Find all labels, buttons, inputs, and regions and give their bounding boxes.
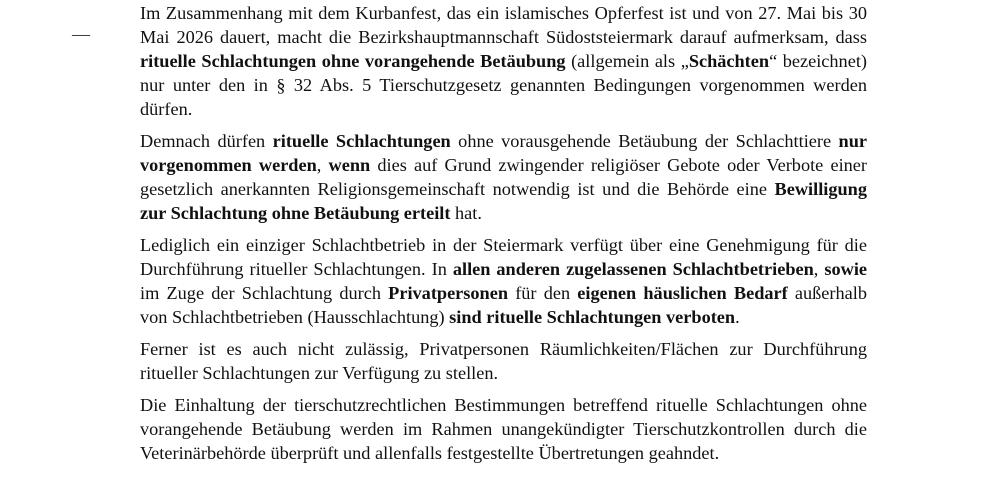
paragraph-3-text: außerhalb von Schlachtbetrieben (Hausschlachtung) (140, 283, 867, 327)
paragraph-4 (140, 337, 867, 385)
paragraph-3-bold: eigenen häuslichen Bedarf (577, 283, 788, 303)
paragraph-3-text: für den (508, 283, 578, 303)
paragraph-1-text: Im Zusammenhang mit dem Kurbanfest, das ein islamisches Opferfest ist und von 27. Mai bis 30 Mai 2026 dauert, macht die Bezirkshauptmannschaft Südoststeiermark darauf aufmerksam, dass (140, 3, 867, 47)
paragraph-3-bold: allen anderen zugelassenen Schlachtbetrieben (452, 259, 814, 279)
paragraph-1-text: (allgemein als „ (565, 51, 689, 71)
paragraph-1-text: “ bezeichnet) nur unter den in § 32 Abs. 5 Tierschutzgesetz genannten Bedingungen vorgenommen werden dürfen. (140, 51, 867, 119)
paragraph-2 (140, 129, 867, 225)
paragraph-3-text: . (735, 307, 740, 327)
paragraph-2-bold: wenn (328, 155, 371, 175)
paragraph-4-text: Ferner ist es auch nicht zulässig, Privatpersonen Räumlichkeiten/Flächen zur Durchführung ritueller Schlachtungen zur Verfügung zu stellen. (140, 339, 867, 383)
paragraph-1-bold: Schächten (688, 51, 770, 71)
paragraph-3-bold: sowie (824, 259, 868, 279)
paragraph-2-bold: nur vorgenommen werden (140, 131, 867, 175)
paragraph-5-text: Die Einhaltung der tierschutzrechtlichen Bestimmungen betreffend rituelle Schlachtungen ohne vorangehende Betäubung werden im Rahmen unangekündigter Tierschutzkontrollen durch die Veterinärbehörde überprüft und allenfalls festgestellte Übertretungen geahndet. (140, 395, 867, 463)
paragraph-3-bold: Privatpersonen (388, 283, 508, 303)
paragraph-3-bold: sind rituelle Schlachtungen verboten (449, 307, 736, 327)
paragraph-5 (140, 393, 867, 465)
paragraph-2-bold: rituelle Schlachtungen (272, 131, 451, 151)
document-body (140, 1, 867, 473)
paragraph-3-text: , (813, 259, 825, 279)
paragraph-1 (140, 1, 867, 121)
margin-dash-mark: — (72, 24, 90, 44)
paragraph-2-text: , (316, 155, 329, 175)
paragraph-2-text: Demnach dürfen (140, 131, 273, 151)
paragraph-2-text: dies auf Grund zwingender religiöser Gebote oder Verbote einer gesetzlich anerkannten Religionsgemeinschaft notwendig ist und die Behörde eine (140, 155, 867, 199)
paragraph-2-text: ohne vorausgehende Betäubung der Schlachttiere (450, 131, 839, 151)
paragraph-3 (140, 233, 867, 329)
paragraph-2-text: hat. (450, 203, 482, 223)
paragraph-2-bold: Bewilligung zur Schlachtung ohne Betäubung erteilt (140, 179, 867, 223)
paragraph-1-bold: rituelle Schlachtungen ohne vorangehende Betäubung (140, 51, 566, 71)
paragraph-3-text: Lediglich ein einziger Schlachtbetrieb in der Steiermark verfügt über eine Genehmigung für die Durchführung ritueller Schlachtungen. In (140, 235, 867, 279)
paragraph-3-text: im Zuge der Schlachtung durch (140, 283, 389, 303)
